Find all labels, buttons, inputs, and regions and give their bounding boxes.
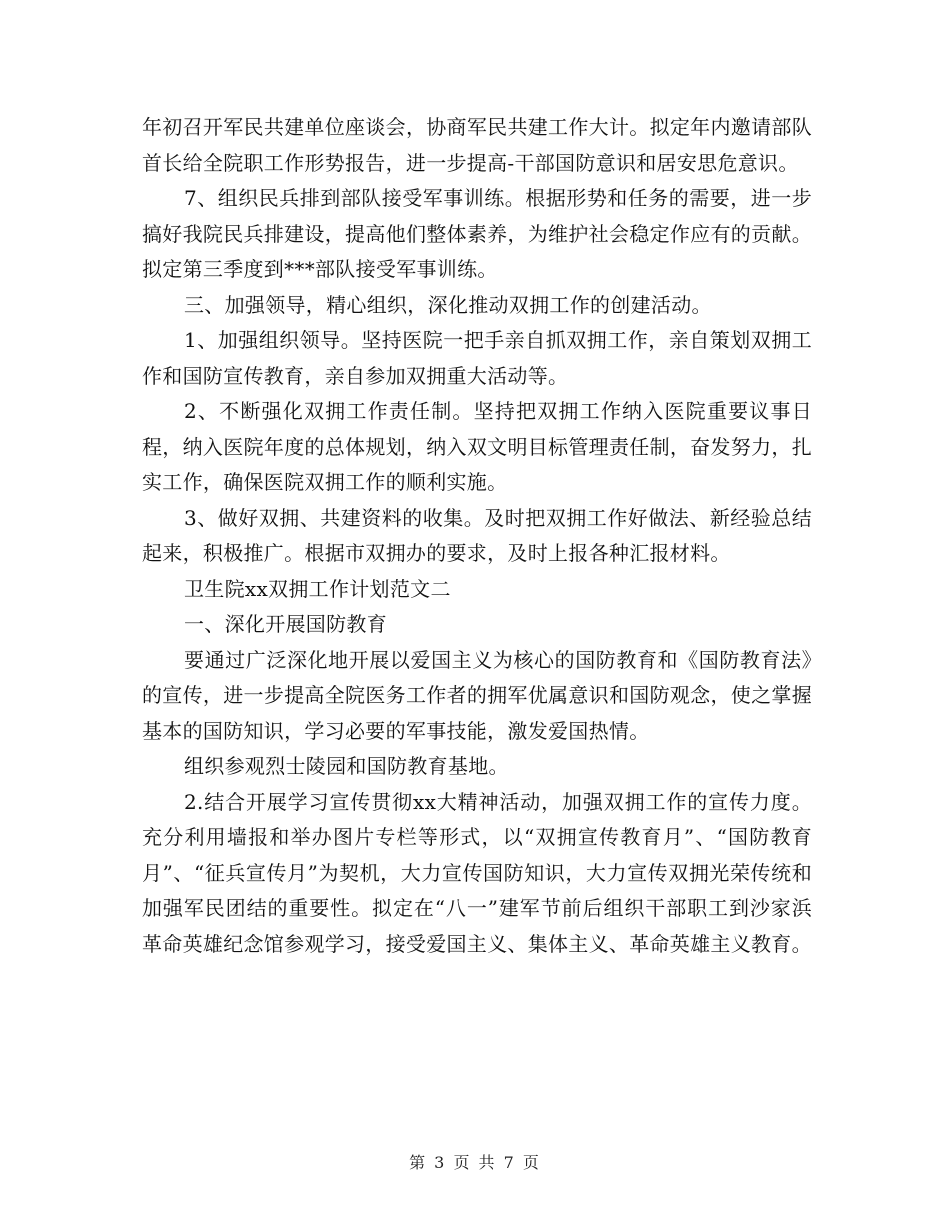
section-heading-3: 三、加强领导，精心组织，深化推动双拥工作的创建活动。 [184, 292, 712, 317]
paragraph-item-2-publicity: 2.结合开展学习宣传贯彻xx大精神活动，加强双拥工作的宣传力度。充分利用墙报和举办图片专栏等形式，以“双拥宣传教育月”、“国防教育月”、“征兵宣传月”为契机，大力宣传国防知识，大力宣传双拥光荣传统和加强军民团结的重要性。拟定在“八一”建军节前后组织干部职工到沙家浜革命英雄纪念馆参观学习，接受爱国主义、集体主义、革命英雄主义教育。 [142, 789, 812, 956]
paragraph-continuation: 年初召开军民共建单位座谈会，协商军民共建工作大计。拟定年内邀请部队首长给全院职工作形势报告，进一步提高-干部国防意识和居安思危意识。 [142, 115, 812, 175]
paragraph-item-3: 3、做好双拥、共建资料的收集。及时把双拥工作好做法、新经验总结起来，积极推广。根据市双拥办的要求，及时上报各种汇报材料。 [142, 505, 812, 565]
paragraph-visit-memorial: 组织参观烈士陵园和国防教育基地。 [184, 754, 509, 778]
page-number-footer: 第 3 页 共 7 页 [409, 1153, 541, 1172]
paragraph-item-7: 7、组织民兵排到部队接受军事训练。根据形势和任务的需要，进一步搞好我院民兵排建设，提高他们整体素养，为维护社会稳定作应有的贡献。拟定第三季度到***部队接受军事训练。 [142, 186, 812, 281]
document-body [142, 110, 812, 962]
paragraph-item-1: 1、加强组织领导。坚持医院一把手亲自抓双拥工作，亲自策划双拥工作和国防宣传教育，亲自参加双拥重大活动等。 [142, 328, 812, 388]
paragraph-defense-education: 要通过广泛深化地开展以爱国主义为核心的国防教育和《国防教育法》的宣传，进一步提高全院医务工作者的拥军优属意识和国防观念，使之掌握基本的国防知识，学习必要的军事技能，激发爱国热情。 [142, 647, 812, 743]
section-heading-1: 一、深化开展国防教育 [184, 612, 387, 636]
article-subtitle: 卫生院xx双拥工作计划范文二 [184, 576, 451, 601]
paragraph-item-2: 2、不断强化双拥工作责任制。坚持把双拥工作纳入医院重要议事日程，纳入医院年度的总体规划，纳入双文明目标管理责任制，奋发努力，扎实工作，确保医院双拥工作的顺利实施。 [142, 399, 812, 494]
